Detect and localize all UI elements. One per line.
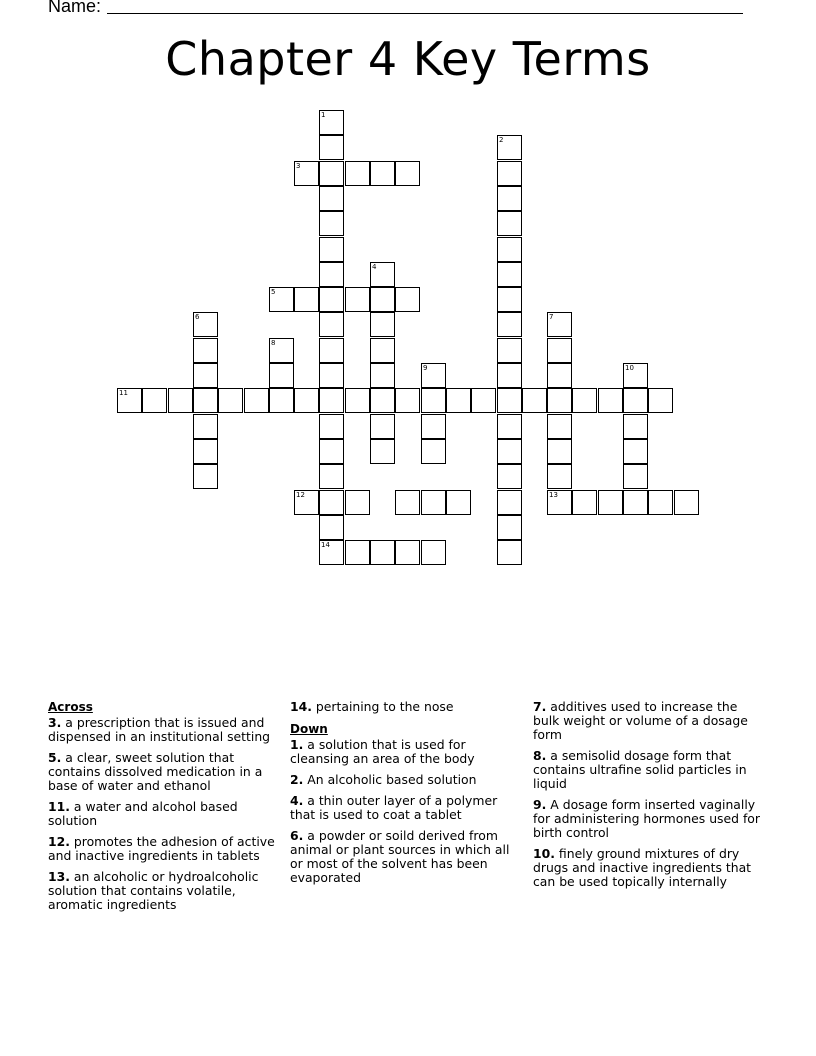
grid-cell[interactable] [370,388,395,413]
clue-down-10: 10. finely ground mixtures of dry drugs and inactive ingredients that can be used topically internally [533,846,752,889]
grid-cell[interactable] [547,439,572,464]
grid-cell[interactable] [319,515,344,540]
grid-cell[interactable] [319,135,344,160]
grid-cell[interactable] [218,388,243,413]
clue-number: 9 [423,364,428,372]
grid-cell[interactable] [319,464,344,489]
grid-cell[interactable] [497,161,522,186]
grid-cell[interactable] [471,388,496,413]
grid-cell[interactable] [395,388,420,413]
name-label: Name: [48,0,102,16]
grid-cell[interactable] [395,490,420,515]
grid-cell[interactable] [319,186,344,211]
grid-cell[interactable] [193,312,218,337]
clue-across-14: 14. pertaining to the nose [290,699,454,714]
grid-cell[interactable] [421,439,446,464]
grid-cell[interactable] [345,540,370,565]
grid-cell[interactable] [370,262,395,287]
grid-cell[interactable] [142,388,167,413]
grid-cell[interactable] [345,388,370,413]
grid-cell[interactable] [648,490,673,515]
grid-cell[interactable] [598,490,623,515]
grid-cell[interactable] [244,388,269,413]
grid-cell[interactable] [319,211,344,236]
grid-cell[interactable] [345,161,370,186]
clue-number: 2 [499,136,504,144]
clue-number: 8 [271,339,276,347]
grid-cell[interactable] [319,237,344,262]
grid-cell[interactable] [193,414,218,439]
grid-cell[interactable] [497,312,522,337]
across-heading: Across [48,700,93,714]
grid-cell[interactable] [623,439,648,464]
grid-cell[interactable] [598,388,623,413]
grid-cell[interactable] [117,388,142,413]
grid-cell[interactable] [497,262,522,287]
grid-cell[interactable] [623,490,648,515]
grid-cell[interactable] [370,363,395,388]
grid-cell[interactable] [547,490,572,515]
grid-cell[interactable] [319,540,344,565]
clue-across-5: 5. a clear, sweet solution that contains dissolved medication in a base of water and ethanol [48,750,263,793]
grid-cell[interactable] [572,490,597,515]
grid-cell[interactable] [294,161,319,186]
grid-cell[interactable] [497,135,522,160]
grid-cell[interactable] [370,161,395,186]
grid-cell[interactable] [648,388,673,413]
grid-cell[interactable] [572,388,597,413]
clue-across-13: 13. an alcoholic or hydroalcoholic solution that contains volatile, aromatic ingredients [48,869,259,912]
grid-cell[interactable] [395,161,420,186]
grid-cell[interactable] [497,464,522,489]
grid-cell[interactable] [421,363,446,388]
grid-cell[interactable] [421,388,446,413]
grid-cell[interactable] [294,287,319,312]
grid-cell[interactable] [193,338,218,363]
grid-cell[interactable] [193,439,218,464]
grid-cell[interactable] [497,540,522,565]
grid-cell[interactable] [446,388,471,413]
clue-column-1 [48,700,280,919]
grid-cell[interactable] [370,540,395,565]
grid-cell[interactable] [497,490,522,515]
grid-cell[interactable] [497,388,522,413]
grid-cell[interactable] [547,464,572,489]
clue-down-8: 8. a semisolid dosage form that contains ultrafine solid particles in liquid [533,748,747,791]
clue-column-3 [533,700,765,896]
clue-number: 5 [271,288,276,296]
grid-cell[interactable] [446,490,471,515]
grid-cell[interactable] [269,287,294,312]
grid-cell[interactable] [623,363,648,388]
clue-number: 3 [296,162,301,170]
grid-cell[interactable] [623,388,648,413]
grid-cell[interactable] [497,287,522,312]
grid-cell[interactable] [421,414,446,439]
grid-cell[interactable] [294,388,319,413]
clue-across-3: 3. a prescription that is issued and dispensed in an institutional setting [48,715,271,744]
clue-number: 11 [119,389,128,397]
down-heading: Down [290,722,328,736]
grid-cell[interactable] [370,338,395,363]
grid-cell[interactable] [319,439,344,464]
grid-cell[interactable] [370,439,395,464]
grid-cell[interactable] [294,490,319,515]
grid-cell[interactable] [547,388,572,413]
grid-cell[interactable] [345,287,370,312]
grid-cell[interactable] [319,414,344,439]
clue-number: 4 [372,263,377,271]
grid-cell[interactable] [497,363,522,388]
grid-cell[interactable] [522,388,547,413]
grid-cell[interactable] [345,490,370,515]
clue-number: 6 [195,313,200,321]
clue-across-12: 12. promotes the adhesion of active and inactive ingredients in tablets [48,834,275,863]
grid-cell[interactable] [395,287,420,312]
grid-cell[interactable] [497,439,522,464]
clue-number: 10 [625,364,634,372]
grid-cell[interactable] [370,414,395,439]
clue-down-7: 7. additives used to increase the bulk weight or volume of a dosage form [533,699,748,742]
grid-cell[interactable] [319,262,344,287]
clue-across-11: 11. a water and alcohol based solution [48,799,238,828]
grid-cell[interactable] [193,388,218,413]
grid-cell[interactable] [269,338,294,363]
grid-cell[interactable] [497,237,522,262]
grid-cell[interactable] [547,338,572,363]
grid-cell[interactable] [319,490,344,515]
grid-cell[interactable] [193,464,218,489]
clue-down-2: 2. An alcoholic based solution [290,772,477,787]
grid-cell[interactable] [674,490,699,515]
grid-cell[interactable] [395,540,420,565]
clue-number: 1 [321,111,326,119]
grid-cell[interactable] [319,287,344,312]
grid-cell[interactable] [497,414,522,439]
clue-down-6: 6. a powder or soild derived from animal or plant sources in which all or most of the solvent has been evaporated [290,828,510,885]
clue-number: 12 [296,491,305,499]
grid-cell[interactable] [269,388,294,413]
grid-cell[interactable] [370,287,395,312]
clue-down-4: 4. a thin outer layer of a polymer that is used to coat a tablet [290,793,498,822]
grid-cell[interactable] [370,312,395,337]
grid-cell[interactable] [547,312,572,337]
grid-cell[interactable] [319,388,344,413]
grid-cell[interactable] [193,363,218,388]
grid-cell[interactable] [319,312,344,337]
clue-number: 7 [549,313,554,321]
grid-cell[interactable] [623,414,648,439]
grid-cell[interactable] [421,490,446,515]
grid-cell[interactable] [269,363,294,388]
grid-cell[interactable] [497,338,522,363]
grid-cell[interactable] [623,464,648,489]
grid-cell[interactable] [319,363,344,388]
page-title: Chapter 4 Key Terms [165,32,651,86]
grid-cell[interactable] [168,388,193,413]
clue-down-9: 9. A dosage form inserted vaginally for administering hormones used for birth control [533,797,760,840]
clue-down-1: 1. a solution that is used for cleansing an area of the body [290,737,475,766]
grid-cell[interactable] [421,540,446,565]
grid-cell[interactable] [497,515,522,540]
clue-column-2 [290,700,522,892]
grid-cell[interactable] [319,161,344,186]
grid-cell[interactable] [547,414,572,439]
grid-cell[interactable] [497,186,522,211]
grid-cell[interactable] [319,338,344,363]
clue-number: 14 [321,541,330,549]
clue-number: 13 [549,491,558,499]
grid-cell[interactable] [497,211,522,236]
grid-cell[interactable] [319,110,344,135]
grid-cell[interactable] [547,363,572,388]
